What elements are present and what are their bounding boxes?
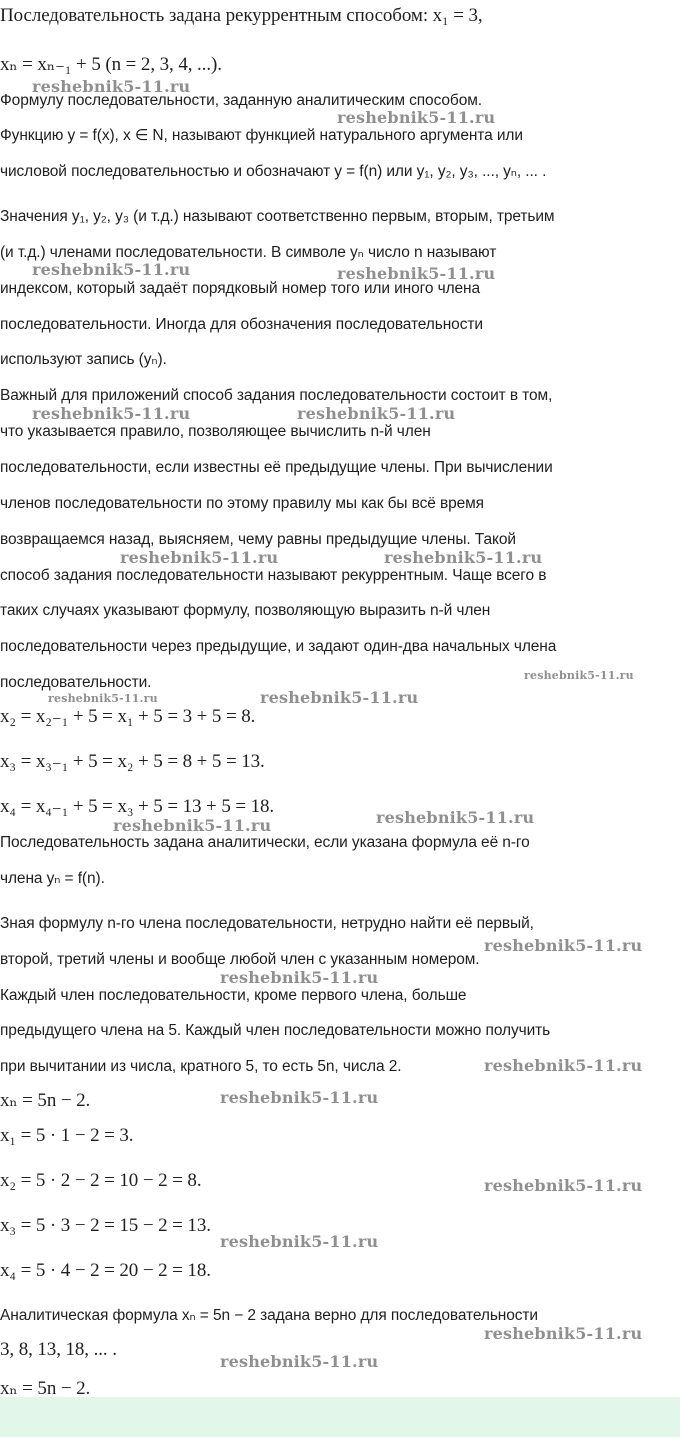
watermark: reshebnik5-11.ru (220, 1232, 379, 1251)
watermark: reshebnik5-11.ru (32, 77, 191, 96)
text-line: Значения y₁, y₂, y₃ (и т.д.) называют соответственно первым, вторым, третьим (0, 208, 555, 225)
watermark: reshebnik5-11.ru (260, 688, 419, 707)
text-line: таких случаях указывают формулу, позволяющую выразить n-й член (0, 602, 491, 619)
text-line: Формулу последовательности, заданную аналитическим способом. (0, 92, 482, 109)
watermark: reshebnik5-11.ru (484, 1176, 643, 1195)
watermark: reshebnik5-11.ru (48, 692, 158, 705)
text-line: способ задания последовательности называют рекуррентным. Чаще всего в (0, 567, 547, 584)
math-line: x₃ = x₃₋₁ + 5 = x₂ + 5 = 8 + 5 = 13. (0, 751, 265, 772)
watermark: reshebnik5-11.ru (337, 108, 496, 127)
text-line: Каждый член последовательности, кроме первого члена, больше (0, 987, 467, 1004)
text-line: члена yₙ = f(n). (0, 870, 105, 887)
watermark: reshebnik5-11.ru (484, 1324, 643, 1343)
text-line: Последовательность задана рекуррентным способом: x₁ = 3, (0, 5, 483, 26)
watermark: reshebnik5-11.ru (113, 816, 272, 835)
math-line: xₙ = xₙ₋₁ + 5 (n = 2, 3, 4, ...). (0, 54, 222, 75)
watermark: reshebnik5-11.ru (376, 808, 535, 827)
watermark: reshebnik5-11.ru (524, 669, 634, 682)
text-line: Важный для приложений способ задания последовательности состоит в том, (0, 387, 553, 404)
math-line: x₄ = 5 · 4 − 2 = 20 − 2 = 18. (0, 1260, 211, 1281)
answer-text: xₙ = 5n − 2. (0, 1378, 91, 1399)
math-line: 3, 8, 13, 18, ... . (0, 1339, 117, 1360)
watermark: reshebnik5-11.ru (220, 1088, 379, 1107)
math-line: xₙ = 5n − 2. (0, 1090, 91, 1111)
watermark: reshebnik5-11.ru (297, 404, 456, 423)
math-line: x₄ = x₄₋₁ + 5 = x₃ + 5 = 13 + 5 = 18. (0, 796, 275, 817)
watermark: reshebnik5-11.ru (484, 936, 643, 955)
watermark: reshebnik5-11.ru (32, 404, 191, 423)
text-line: предыдущего члена на 5. Каждый член последовательности можно получить (0, 1022, 551, 1039)
text-line: что указывается правило, позволяющее вычислить n-й член (0, 423, 431, 440)
watermark: reshebnik5-11.ru (220, 1352, 379, 1371)
math-line: x₂ = x₂₋₁ + 5 = x₁ + 5 = 3 + 5 = 8. (0, 706, 256, 727)
watermark: reshebnik5-11.ru (220, 968, 379, 987)
text-line: индексом, который задаёт порядковый номер того или иного члена (0, 280, 481, 297)
text-line: Аналитическая формула xₙ = 5n − 2 задана верно для последовательности (0, 1307, 538, 1324)
watermark: reshebnik5-11.ru (32, 260, 191, 279)
text-line: последовательности. Иногда для обозначения последовательности (0, 316, 483, 333)
watermark: reshebnik5-11.ru (337, 264, 496, 283)
text-line: последовательности, если известны её предыдущие члены. При вычислении (0, 459, 553, 476)
text-line: возвращаемся назад, выясняем, чему равны предыдущие члены. Такой (0, 531, 516, 548)
text-line: Зная формулу n-го члена последовательности, нетрудно найти её первый, (0, 915, 534, 932)
text-line: последовательности. (0, 674, 152, 691)
text-line: членов последовательности по этому правилу мы как бы всё время (0, 495, 484, 512)
text-line: Функцию y = f(x), x ∈ N, называют функцией натурального аргумента или (0, 127, 523, 144)
text-line: (и т.д.) членами последовательности. В символе yₙ число n называют (0, 244, 497, 261)
watermark: reshebnik5-11.ru (484, 1056, 643, 1075)
text-line: числовой последовательностью и обозначают y = f(n) или y₁, y₂, y₃, ..., yₙ, ... . (0, 163, 547, 180)
math-line: x₂ = 5 · 2 − 2 = 10 − 2 = 8. (0, 1170, 202, 1191)
text-line: Последовательность задана аналитически, если указана формула её n-го (0, 834, 530, 851)
text-line: последовательности через предыдущие, и задают один-два начальных члена (0, 638, 557, 655)
answer-highlight (0, 1397, 680, 1437)
math-line: x₁ = 5 · 1 − 2 = 3. (0, 1125, 134, 1146)
math-line: x₃ = 5 · 3 − 2 = 15 − 2 = 13. (0, 1215, 211, 1236)
watermark: reshebnik5-11.ru (120, 548, 279, 567)
text-line: второй, третий члены и вообще любой член с указанным номером. (0, 951, 480, 968)
text-line: при вычитании из числа, кратного 5, то есть 5n, числа 2. (0, 1058, 402, 1075)
watermark: reshebnik5-11.ru (384, 548, 543, 567)
text-line: используют запись (yₙ). (0, 351, 167, 368)
